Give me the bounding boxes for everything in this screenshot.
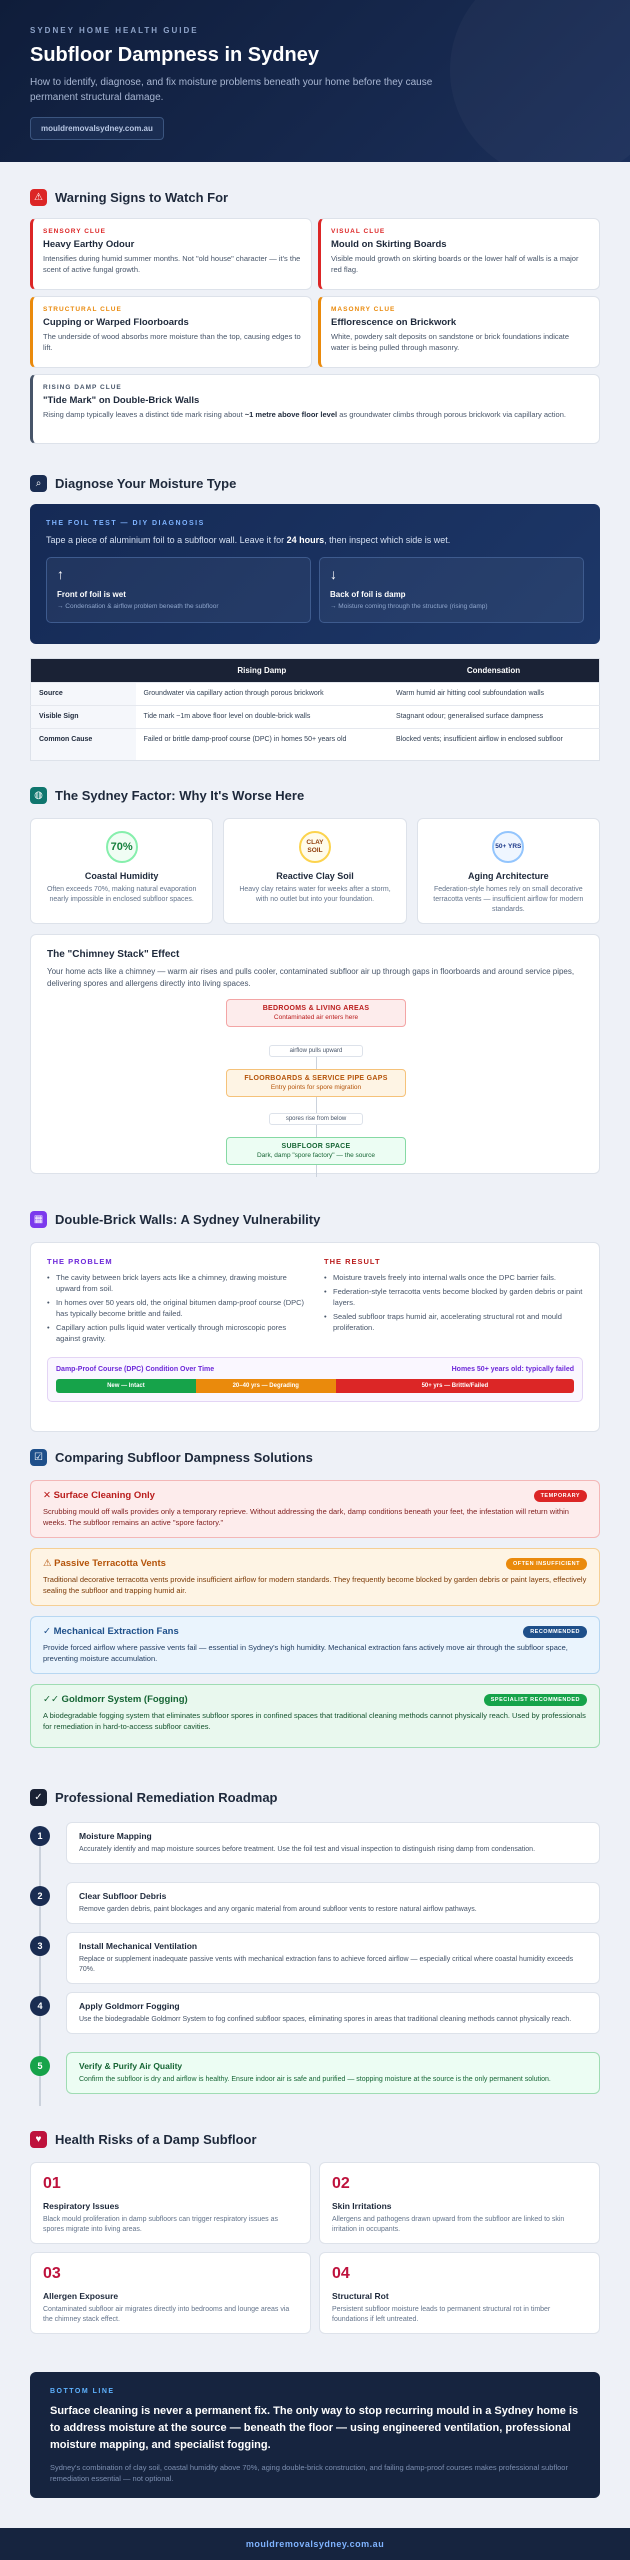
- warning-card-wide: [30, 374, 600, 444]
- factor-card-desc: Federation-style homes rely on small decorative terracotta vents — insufficient airflow for modern standards.: [433, 886, 584, 913]
- list-item: • The cavity between brick layers acts like a chimney, drawing moisture upward from soil.: [47, 1272, 306, 1294]
- foil-result-title: Front of foil is wet: [57, 590, 126, 599]
- dpc-title: Damp-Proof Course (DPC) Condition Over Time: [56, 1366, 215, 1373]
- factor-card: [417, 818, 600, 924]
- heart-icon: ♥: [30, 2131, 47, 2148]
- foil-result-sub: → Condensation & airflow problem beneath the subfloor: [57, 603, 219, 610]
- footer: [0, 2528, 630, 2560]
- solution-title: ✕ Surface Cleaning Only: [43, 1490, 155, 1501]
- foil-test-panel: [30, 504, 600, 644]
- bottom-text: Surface cleaning is never a permanent fix. The only way to stop recurring mould in a Sydney home is to address moisture at the source — beneath the floor — using engineered ventilation, professional moisture mapping, and specialist fogging.: [50, 2405, 579, 2451]
- roadmap-step: [30, 1932, 600, 1984]
- foil-desc: Tape a piece of aluminium foil to a subfloor wall. Leave it for 24 hours, then inspect which side is wet.: [46, 535, 451, 545]
- roadmap-section: [0, 1786, 630, 2116]
- warning-card-label: SENSORY CLUE: [43, 228, 106, 235]
- level-title: SUBFLOOR SPACE: [281, 1143, 351, 1150]
- roadmap-heading: [30, 1786, 600, 1808]
- level-subfloor: [226, 1137, 406, 1165]
- warning-card-title: Mould on Skirting Boards: [331, 239, 447, 250]
- doublebrick-panel: [30, 1242, 600, 1432]
- hero-kicker: SYDNEY HOME HEALTH GUIDE: [30, 26, 199, 35]
- warning-card-desc: The underside of wood absorbs more moisture than the top, causing edges to lift.: [43, 332, 301, 352]
- bottom-kicker: BOTTOM LINE: [50, 2388, 115, 2395]
- health-risks-section: [0, 2128, 630, 2334]
- table-row: [31, 706, 600, 729]
- step-desc: Use the biodegradable Goldmorr System to fog confined subfloor spaces, eliminating spores in areas that traditional cleaning methods cannot physically reach.: [79, 2016, 572, 2023]
- warning-card-desc: Intensifies during humid summer months. Not "old house" character — it's the scent of active fungal growth.: [43, 254, 301, 274]
- table-row-header: Visible Sign: [31, 706, 136, 729]
- arrow-up-icon: ↑: [57, 566, 64, 582]
- table-cell: Tide mark ~1m above floor level on double-brick walls: [136, 706, 389, 729]
- chimney-effect-panel: [30, 934, 600, 1174]
- step-title: Apply Goldmorr Fogging: [79, 2001, 180, 2011]
- solution-badge: TEMPORARY: [534, 1490, 587, 1502]
- risks-title: Health Risks of a Damp Subfloor: [55, 2131, 257, 2147]
- table-header: [31, 659, 136, 683]
- warning-card-label: VISUAL CLUE: [331, 228, 386, 235]
- step-body: [66, 1992, 600, 2034]
- problem-column: [47, 1257, 306, 1347]
- risk-title: Respiratory Issues: [43, 2201, 120, 2211]
- warning-card-title: Efflorescence on Brickwork: [331, 317, 457, 328]
- step-body: [66, 1932, 600, 1984]
- arrow-down-icon: ↓: [330, 566, 337, 582]
- solution-desc: Scrubbing mould off walls provides only a temporary reprieve. Without addressing the dark, damp conditions beneath your feet, the infestation will return within weeks. The subfloor remains an active "spore factory.": [43, 1507, 569, 1527]
- magnifier-icon: ⌕: [30, 475, 47, 492]
- risks-heading: [30, 2128, 600, 2150]
- hero-subtitle: How to identify, diagnose, and fix moisture problems beneath your home before they cause permanent structural damage.: [30, 77, 433, 103]
- warning-section: [0, 186, 630, 444]
- step-desc: Accurately identify and map moisture sources before treatment. Use the foil test and visual inspection to distinguish rising damp from condensation.: [79, 1846, 536, 1853]
- doublebrick-title: Double-Brick Walls: A Sydney Vulnerability: [55, 1211, 321, 1227]
- warning-heading: [30, 186, 600, 208]
- dpc-note: Homes 50+ years old: typically failed: [451, 1366, 574, 1373]
- result-heading: THE RESULT: [324, 1257, 381, 1266]
- level-floorboards: [226, 1069, 406, 1097]
- table-cell: Stagnant odour; generalised surface dampness: [388, 706, 599, 729]
- factor-card-title: Coastal Humidity: [84, 871, 159, 881]
- flow-tag: airflow pulls upward: [269, 1045, 363, 1057]
- foil-result-box: [319, 557, 584, 623]
- solution-title: ⚠ Passive Terracotta Vents: [43, 1558, 166, 1569]
- solutions-section: [0, 1446, 630, 1758]
- solutions-heading: [30, 1446, 600, 1468]
- list-item: • In homes over 50 years old, the original bitumen damp-proof course (DPC) has typically become brittle and failed.: [47, 1297, 306, 1319]
- foil-kicker: THE FOIL TEST — DIY DIAGNOSIS: [46, 520, 205, 527]
- list-item: • Capillary action pulls liquid water vertically through microscopic pores against gravity.: [47, 1322, 306, 1344]
- solution-card: [30, 1616, 600, 1674]
- bottom-line-section: [0, 2372, 630, 2498]
- warning-card: [30, 296, 312, 368]
- risk-card: [30, 2162, 311, 2244]
- diagnose-heading: [30, 472, 600, 494]
- globe-icon: ◍: [30, 787, 47, 804]
- warning-card-title: Heavy Earthy Odour: [43, 239, 135, 250]
- solution-desc: Provide forced airflow where passive vents fail — essential in Sydney's high humidity. Mechanical extraction fans actively move air through the subfloor space, preventing moisture accumulation.: [43, 1643, 568, 1663]
- table-header: Condensation: [388, 659, 599, 683]
- level-sub: Dark, damp "spore factory" — the source: [256, 1152, 376, 1159]
- bottom-note: Sydney's combination of clay soil, coastal humidity above 70%, aging double-brick construction, and failing damp-proof courses makes professional subfloor remediation essential — not optional.: [50, 2463, 568, 2483]
- brick-icon: ▦: [30, 1211, 47, 1228]
- problem-heading: THE PROBLEM: [47, 1257, 113, 1266]
- foil-result-title: Back of foil is damp: [330, 590, 406, 599]
- table-header-row: [31, 659, 600, 683]
- warning-card: [318, 218, 600, 290]
- warning-card-desc: Rising damp typically leaves a distinct tide mark rising about ~1 metre above floor level as groundwater climbs through porous brickwork via capillary action.: [43, 410, 566, 419]
- table-header: Rising Damp: [136, 659, 389, 683]
- warning-card-title: Cupping or Warped Floorboards: [43, 317, 189, 328]
- roadmap-step: [30, 1992, 600, 2034]
- warning-icon: ⚠: [30, 189, 47, 206]
- step-body: [66, 1882, 600, 1924]
- solution-badge: OFTEN INSUFFICIENT: [506, 1558, 587, 1570]
- roadmap-step: [30, 1822, 600, 1864]
- factor-card-title: Reactive Clay Soil: [276, 871, 354, 881]
- risk-number: 01: [43, 2175, 61, 2192]
- risk-number: 04: [332, 2265, 350, 2282]
- risk-desc: Contaminated subfloor air migrates directly into bedrooms and lounge areas via the chimney stack effect.: [43, 2306, 290, 2323]
- level-sub: Contaminated air enters here: [273, 1014, 359, 1021]
- page-title: Subfloor Dampness in Sydney: [30, 44, 319, 66]
- step-body: [66, 1822, 600, 1864]
- factor-card: [30, 818, 213, 924]
- step-title: Clear Subfloor Debris: [79, 1891, 167, 1901]
- result-column: [324, 1257, 583, 1347]
- table-row-header: Source: [31, 683, 136, 706]
- table-row: [31, 729, 600, 761]
- list-item: • Sealed subfloor traps humid air, accelerating structural rot and mould proliferation.: [324, 1311, 583, 1333]
- risk-card: [319, 2162, 600, 2244]
- comparison-table: [30, 658, 600, 761]
- sydney-factor-section: [0, 784, 630, 1174]
- solution-badge: RECOMMENDED: [523, 1626, 587, 1638]
- step-title: Moisture Mapping: [79, 1831, 152, 1841]
- step-number: 4: [30, 1996, 50, 2016]
- chimney-desc: Your home acts like a chimney — warm air rises and pulls cooler, contaminated subfloor air up through gaps in floorboards and around service pipes, delivering spores and allergens directly into living spaces.: [47, 967, 575, 988]
- risk-number: 02: [332, 2175, 350, 2192]
- table-cell: Warm humid air hitting cool subfoundation walls: [388, 683, 599, 706]
- warning-card-title: "Tide Mark" on Double-Brick Walls: [43, 395, 200, 406]
- risk-desc: Allergens and pathogens drawn upward from the subfloor are linked to skin irritation in occupants.: [332, 2216, 565, 2233]
- solution-desc: Traditional decorative terracotta vents provide insufficient airflow for modern standards. They frequently become blocked by garden debris or paint layers, effectively sealing the subfloor and trapping humid air.: [43, 1575, 587, 1595]
- diagnose-title: Diagnose Your Moisture Type: [55, 475, 237, 491]
- double-brick-section: [0, 1208, 630, 1432]
- level-sub: Entry points for spore migration: [270, 1084, 362, 1091]
- factor-card: [223, 818, 406, 924]
- step-desc: Replace or supplement inadequate passive vents with mechanical extraction fans to achieve forced airflow — especially critical where coastal humidity exceeds 70%.: [79, 1956, 574, 1973]
- step-desc: Remove garden debris, paint blockages and any organic material from around subfloor vents to restore natural airflow pathways.: [79, 1906, 477, 1913]
- level-title: BEDROOMS & LIVING AREAS: [262, 1005, 370, 1012]
- dpc-bar-segment: New — Intact: [56, 1379, 196, 1393]
- solution-badge: SPECIALIST RECOMMENDED: [484, 1694, 587, 1706]
- warning-title: Warning Signs to Watch For: [55, 189, 229, 205]
- warning-card-label: MASONRY CLUE: [331, 306, 396, 313]
- dpc-bar-segment: 50+ yrs — Brittle/Failed: [336, 1379, 574, 1393]
- chimney-title: The "Chimney Stack" Effect: [47, 949, 180, 960]
- risk-title: Allergen Exposure: [43, 2291, 119, 2301]
- list-item: • Federation-style terracotta vents become blocked by garden debris or paint layers.: [324, 1286, 583, 1308]
- dpc-bar-segment: 20–40 yrs — Degrading: [196, 1379, 336, 1393]
- risk-title: Structural Rot: [332, 2291, 389, 2301]
- step-number: 3: [30, 1936, 50, 1956]
- step-desc: Confirm the subfloor is dry and airflow is healthy. Ensure indoor air is safe and purified — stopping moisture at the source is the only permanent solution.: [79, 2076, 551, 2083]
- age-badge: 50+ YRS: [492, 831, 524, 863]
- warning-card-desc: White, powdery salt deposits on sandstone or brick foundations indicate water is being pulled through masonry.: [331, 332, 570, 352]
- foil-result-sub: → Moisture coming through the structure (rising damp): [330, 603, 488, 610]
- risk-card: [30, 2252, 311, 2334]
- humidity-badge: 70%: [106, 831, 138, 863]
- step-number: 5: [30, 2056, 50, 2076]
- solution-title: ✓✓ Goldmorr System (Fogging): [43, 1694, 188, 1705]
- footer-link[interactable]: mouldremovalsydney.com.au: [245, 2539, 385, 2549]
- solutions-title: Comparing Subfloor Dampness Solutions: [55, 1449, 313, 1465]
- site-link[interactable]: mouldremovalsydney.com.au: [30, 117, 164, 140]
- doublebrick-heading: [30, 1208, 600, 1230]
- risk-desc: Black mould proliferation in damp subfloors can trigger respiratory issues as spores migrate into living areas.: [43, 2216, 278, 2233]
- hero-decoration: [450, 0, 630, 162]
- step-number: 1: [30, 1826, 50, 1846]
- solution-desc: A biodegradable fogging system that eliminates subfloor spores in confined spaces that traditional cleaning methods cannot physically reach. Used by professionals for remediation in hard-to-access subfloor cavities.: [43, 1711, 586, 1731]
- table-cell: Failed or brittle damp-proof course (DPC) in homes 50+ years old: [136, 729, 389, 761]
- table-row: [31, 683, 600, 706]
- factor-heading: [30, 784, 600, 806]
- warning-card-label: RISING DAMP CLUE: [43, 384, 122, 391]
- warning-card: [318, 296, 600, 368]
- diagnose-section: [0, 472, 630, 761]
- hero-banner: [0, 0, 630, 162]
- step-title: Verify & Purify Air Quality: [79, 2061, 183, 2071]
- risk-number: 03: [43, 2265, 61, 2282]
- roadmap-step: [30, 1882, 600, 1924]
- risk-card: [319, 2252, 600, 2334]
- table-cell: Groundwater via capillary action through porous brickwork: [136, 683, 389, 706]
- table-row-header: Common Cause: [31, 729, 136, 761]
- risk-title: Skin Irritations: [332, 2201, 392, 2211]
- foil-result-box: [46, 557, 311, 623]
- table-cell: Blocked vents; insufficient airflow in enclosed subfloor: [388, 729, 599, 761]
- factor-card-title: Aging Architecture: [467, 871, 549, 881]
- dpc-bar-track: [56, 1379, 574, 1393]
- flow-tag: spores rise from below: [269, 1113, 363, 1125]
- level-living: [226, 999, 406, 1027]
- solution-card: [30, 1480, 600, 1538]
- warning-card-desc: Visible mould growth on skirting boards or the lower half of walls is a major red flag.: [331, 254, 579, 274]
- solution-card: [30, 1684, 600, 1748]
- list-item: • Moisture travels freely into internal walls once the DPC barrier fails.: [324, 1272, 583, 1283]
- clay-soil-badge: CLAY SOIL: [299, 831, 331, 863]
- step-title: Install Mechanical Ventilation: [79, 1941, 198, 1951]
- step-body: [66, 2052, 600, 2094]
- warning-card-label: STRUCTURAL CLUE: [43, 306, 122, 313]
- step-number: 2: [30, 1886, 50, 1906]
- factor-card-desc: Heavy clay retains water for weeks after a storm, with no outlet but into your foundation.: [239, 886, 391, 903]
- level-title: FLOORBOARDS & SERVICE PIPE GAPS: [244, 1075, 388, 1082]
- checkbox-icon: ☑: [30, 1449, 47, 1466]
- dpc-condition-bar: [47, 1357, 583, 1402]
- roadmap-title: Professional Remediation Roadmap: [55, 1789, 278, 1805]
- factor-title: The Sydney Factor: Why It's Worse Here: [55, 787, 305, 803]
- checklist-icon: ✓: [30, 1789, 47, 1806]
- solution-title: ✓ Mechanical Extraction Fans: [43, 1626, 179, 1637]
- roadmap-step: [30, 2052, 600, 2094]
- risk-desc: Persistent subfloor moisture leads to permanent structural rot in timber foundations if left untreated.: [332, 2306, 551, 2323]
- solution-card: [30, 1548, 600, 1606]
- warning-card: [30, 218, 312, 290]
- factor-card-desc: Often exceeds 70%, making natural evaporation nearly impossible in enclosed subfloor spaces.: [46, 886, 197, 903]
- bottom-line-panel: [30, 2372, 600, 2498]
